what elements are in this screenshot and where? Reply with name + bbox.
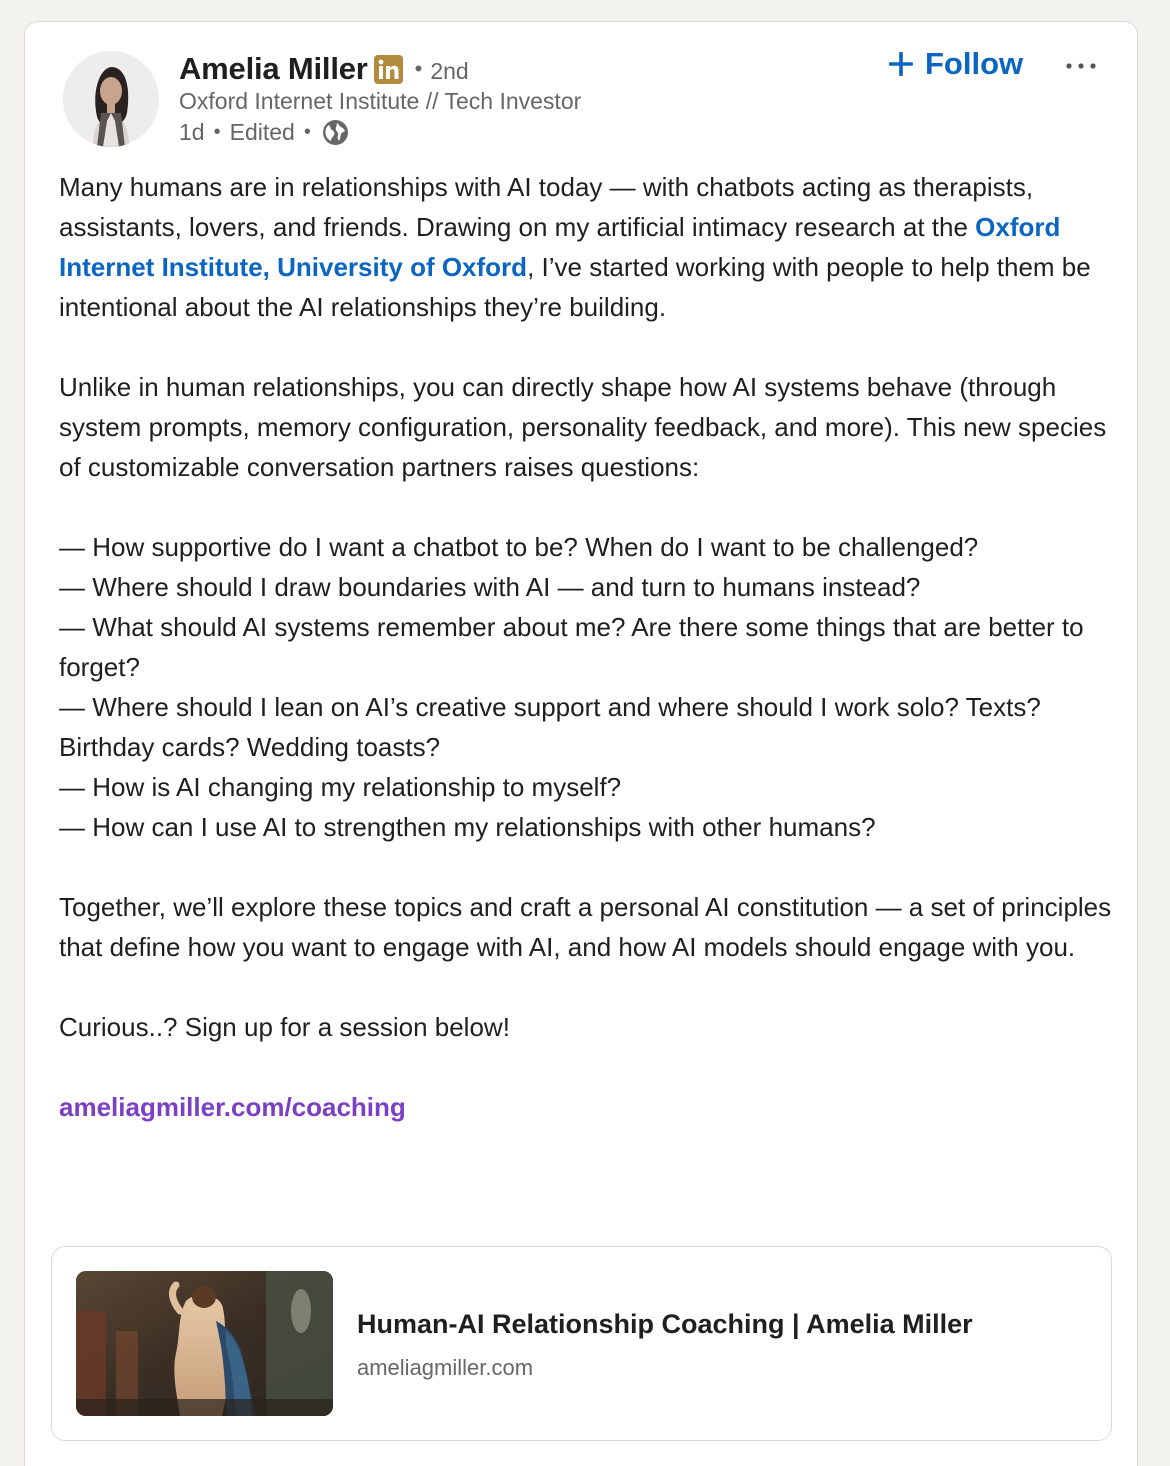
question-item: — How is AI changing my relationship to myself? xyxy=(59,772,622,802)
post-paragraph xyxy=(59,1087,1119,1127)
post-paragraph: Unlike in human relationships, you can directly shape how AI systems behave (through system prompts, memory configuration, personality feedback, and more). This new species of customizable conversation partners raises questions: xyxy=(59,372,1107,482)
link-preview-domain: ameliagmiller.com xyxy=(357,1355,534,1380)
author-name[interactable]: Amelia Miller xyxy=(179,51,368,86)
plus-icon xyxy=(887,50,915,78)
question-item: — What should AI systems remember about me? Are there some things that are better to forget? xyxy=(59,612,1084,682)
post-text: , I’ve started working with people to help them be intentional about the AI relationships they’re building. xyxy=(59,252,1091,322)
avatar[interactable] xyxy=(63,51,159,147)
dot-separator: • xyxy=(414,56,423,81)
post-paragraph xyxy=(59,167,1119,327)
follow-button[interactable] xyxy=(887,44,1023,84)
link-preview-card[interactable] xyxy=(51,1246,1112,1441)
post-text: Many humans are in relationships with AI today — with chatbots acting as therapists, assistants, lovers, and friends. Drawing on my artificial intimacy research at the xyxy=(59,172,1034,242)
coaching-link[interactable]: ameliagmiller.com/coaching xyxy=(59,1092,406,1122)
avatar-photo xyxy=(63,51,159,147)
post-card xyxy=(24,21,1138,1466)
question-item: — How can I use AI to strengthen my relationships with other humans? xyxy=(59,812,876,842)
follow-label: Follow xyxy=(925,46,1024,81)
question-item: — Where should I lean on AI’s creative support and where should I work solo? Texts? Birthday cards? Wedding toasts? xyxy=(59,692,1041,762)
post-time: 1d xyxy=(179,119,205,145)
post-meta xyxy=(179,119,349,146)
author-row xyxy=(179,50,469,88)
edited-label: Edited xyxy=(229,119,295,145)
dot-separator: • xyxy=(303,121,311,143)
link-preview-title: Human-AI Relationship Coaching | Amelia Miller xyxy=(357,1309,973,1339)
question-item: — How supportive do I want a chatbot to be? When do I want to be challenged? xyxy=(59,532,979,562)
author-headline: Oxford Internet Institute // Tech Investor xyxy=(179,88,582,114)
dot-separator: • xyxy=(213,121,221,143)
mention-link[interactable]: Oxford Internet Institute, University of Oxford xyxy=(59,212,1061,282)
post-body xyxy=(59,167,1119,1127)
globe-icon xyxy=(322,119,349,146)
linkedin-icon xyxy=(374,55,403,84)
question-item: — Where should I draw boundaries with AI — and turn to humans instead? xyxy=(59,572,921,602)
post-paragraph: Curious..? Sign up for a session below! xyxy=(59,1012,510,1042)
more-options-icon[interactable] xyxy=(1061,52,1101,80)
link-preview-thumbnail xyxy=(76,1271,333,1416)
connection-degree: 2nd xyxy=(430,57,469,84)
post-paragraph: Together, we’ll explore these topics and craft a personal AI constitution — a set of principles that define how you want to engage with AI, and how AI models should engage with you. xyxy=(59,892,1112,962)
